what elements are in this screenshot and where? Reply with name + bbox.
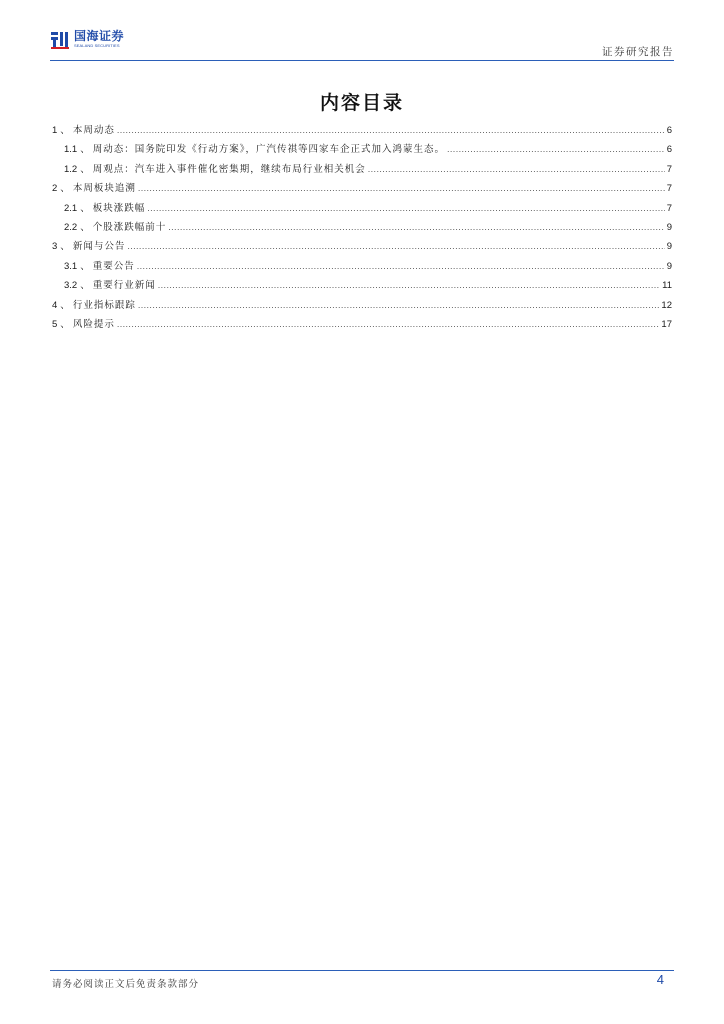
- toc-entry[interactable]: [52, 179, 672, 198]
- toc-entry-number: 1: [52, 125, 58, 136]
- toc-entry-separator: 、: [60, 241, 70, 253]
- footer-disclaimer: 请务必阅读正文后免责条款部分: [52, 979, 200, 990]
- toc-leader-dots: [127, 237, 664, 256]
- toc-entry-label: 重要公告: [92, 260, 135, 272]
- toc-entry-label: 板块涨跌幅: [92, 202, 146, 214]
- toc-leader-dots: [158, 276, 660, 295]
- toc-entry-separator: 、: [60, 183, 70, 195]
- toc-entry-label: 本周板块追溯: [72, 183, 136, 195]
- toc-leader-dots: [137, 257, 665, 276]
- toc-entry-number: 2.2: [64, 221, 78, 233]
- toc-entry-page: 17: [661, 318, 672, 330]
- toc-leader-dots: [138, 296, 660, 315]
- toc-entry-number: 5: [52, 318, 58, 330]
- toc-entry-separator: 、: [80, 163, 90, 175]
- toc-entry-separator: 、: [80, 144, 90, 156]
- toc-leader-dots: [447, 140, 665, 159]
- toc-entry[interactable]: [52, 315, 672, 334]
- toc-entry-page: 9: [666, 260, 672, 272]
- toc-entry[interactable]: [52, 296, 672, 315]
- toc-entry-number: 3.2: [64, 280, 78, 292]
- brand-logo: [50, 30, 124, 50]
- toc-entry-number: 2.1: [64, 202, 78, 214]
- toc-entry-page: 7: [666, 163, 672, 175]
- toc-leader-dots: [117, 121, 665, 140]
- toc-entry-number: 2: [52, 183, 58, 195]
- page-header: [50, 26, 674, 60]
- toc-entry[interactable]: [52, 257, 672, 276]
- brand-name-cn: 国海证券: [74, 29, 125, 43]
- toc-entry[interactable]: [52, 199, 672, 218]
- toc-entry-number: 3: [52, 241, 58, 253]
- toc-entry-number: 4: [52, 299, 58, 311]
- toc-entry-separator: 、: [80, 260, 90, 272]
- toc-entry-page: 7: [666, 183, 672, 195]
- toc-entry-page: 6: [666, 125, 672, 136]
- page-number: 4: [656, 972, 664, 987]
- footer-divider: [50, 970, 674, 971]
- toc-title: 内容目录: [319, 92, 404, 114]
- sealand-logo-icon: [50, 30, 70, 50]
- toc-entry-separator: 、: [80, 202, 90, 214]
- toc-entry-page: 7: [666, 202, 672, 214]
- toc-leader-dots: [368, 160, 665, 179]
- toc-entry-number: 3.1: [64, 260, 78, 272]
- toc-entry-page: 6: [666, 144, 672, 156]
- toc-entry-number: 1.2: [64, 163, 78, 175]
- toc-leader-dots: [138, 179, 665, 198]
- toc-leader-dots: [117, 315, 660, 334]
- toc-entry-separator: 、: [80, 221, 90, 233]
- toc-entry[interactable]: [52, 237, 672, 256]
- toc-entry-label: 本周动态: [72, 125, 115, 136]
- toc-entry[interactable]: [52, 218, 672, 237]
- toc-entry-separator: 、: [60, 125, 70, 136]
- toc-entry-page: 9: [666, 241, 672, 253]
- toc-leader-dots: [147, 199, 664, 218]
- toc-entry[interactable]: [52, 276, 672, 295]
- toc-entry-label: 周观点：汽车进入事件催化密集期，继续布局行业相关机会: [92, 163, 366, 175]
- toc-entry-label: 风险提示: [72, 318, 115, 330]
- toc-leader-dots: [168, 218, 664, 237]
- toc-entry-label: 重要行业新闻: [92, 280, 156, 292]
- table-of-contents: [52, 121, 672, 334]
- toc-entry-label: 行业指标跟踪: [72, 299, 136, 311]
- toc-entry-separator: 、: [80, 280, 90, 292]
- toc-entry-number: 1.1: [64, 144, 78, 156]
- toc-entry-separator: 、: [60, 299, 70, 311]
- toc-entry-page: 11: [662, 280, 672, 292]
- toc-entry-page: 9: [666, 221, 672, 233]
- header-divider: [50, 60, 674, 61]
- toc-entry-separator: 、: [60, 318, 70, 330]
- toc-entry-page: 12: [661, 299, 672, 311]
- toc-entry-label: 周动态：国务院印发《行动方案》，广汽传祺等四家车企正式加入鸿蒙生态。: [92, 144, 445, 156]
- toc-entry[interactable]: [52, 160, 672, 179]
- report-type: 证券研究报告: [602, 46, 674, 58]
- brand-name-en: SEALAND SECURITIES: [74, 43, 120, 48]
- toc-entry-label: 新闻与公告: [72, 241, 126, 253]
- toc-entry[interactable]: [52, 121, 672, 140]
- toc-entry-label: 个股涨跌幅前十: [92, 221, 167, 233]
- toc-entry[interactable]: [52, 140, 672, 159]
